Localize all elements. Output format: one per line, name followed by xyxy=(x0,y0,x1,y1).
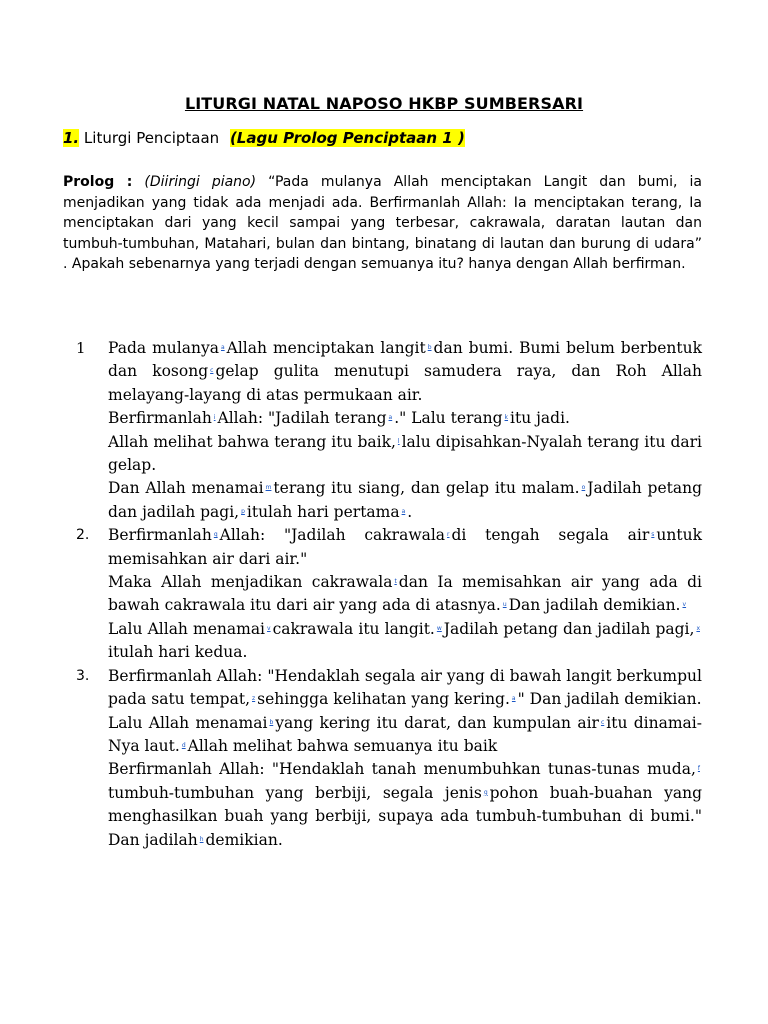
verse-text: Jadilah petang dan jadilah pagi, xyxy=(443,619,695,638)
verse-text: ." Lalu terang xyxy=(394,409,503,428)
verse-text: dan bumi. Bumi belum berbentuk dan kosong xyxy=(108,339,702,381)
footnote-link[interactable]: d xyxy=(181,741,186,749)
verse-text: Pada mulanya xyxy=(108,339,219,357)
verse-text: Allah menciptakan langit xyxy=(226,339,426,357)
verse-text: Maka Allah menjadikan cakrawala xyxy=(108,573,393,592)
verse-text: yang kering itu darat, dan kumpulan air xyxy=(275,713,599,732)
footnote-link[interactable]: c xyxy=(600,718,605,726)
footnote-link[interactable]: t xyxy=(394,578,397,586)
verse-text: " Dan jadilah demikian. xyxy=(517,690,702,709)
verse-text: dan Ia memisahkan air yang ada di bawah cakrawala itu dari air yang ada di atasnya. xyxy=(108,573,702,615)
footnote-link[interactable]: k xyxy=(504,414,509,422)
verse-text: itu dinamai-Nya laut. xyxy=(108,713,702,755)
verse-text: Berfirmanlah Allah: "Hendaklah tanah menumbuhkan tunas-tunas muda, xyxy=(108,760,696,779)
verse-text: terang itu siang, dan gelap itu malam. xyxy=(273,479,580,498)
footnote-link[interactable]: x xyxy=(696,624,700,632)
verse-text: itulah hari pertama xyxy=(246,502,400,521)
footnote-link[interactable]: u xyxy=(502,601,507,609)
footnote-link[interactable]: a xyxy=(220,344,225,351)
verse-text: Allah melihat bahwa terang itu baik, xyxy=(108,432,396,451)
verse-text: Allah melihat bahwa semuanya itu baik xyxy=(187,736,498,755)
verse-paragraph xyxy=(108,571,702,618)
verse-text: pohon buah-buahan yang menghasilkan buah yang berbiji, supaya ada tumbuh-tumbuhan di bumi." Dan jadilah xyxy=(108,783,702,849)
footnote-link[interactable]: a xyxy=(388,414,393,422)
prolog-note: (Diiringi piano) xyxy=(144,174,257,190)
verse-paragraph xyxy=(108,618,702,665)
footnote-link[interactable]: i xyxy=(213,414,216,422)
section-number: 1. xyxy=(63,129,80,147)
footnote-link[interactable]: a xyxy=(401,507,406,515)
verse-body xyxy=(108,665,702,852)
verse-body xyxy=(108,337,702,524)
verse-number: 2. xyxy=(76,527,90,544)
verse-number: 3. xyxy=(76,667,90,684)
verse-paragraph xyxy=(108,665,702,712)
verse-text: Berfirmanlah xyxy=(108,526,212,545)
footnote-link[interactable]: v xyxy=(267,624,271,632)
verse-text: lalu dipisahkan-Nyalah terang itu dari gelap. xyxy=(108,432,702,475)
footnote-link[interactable]: f xyxy=(697,765,700,773)
verse-text: untuk memisahkan air dari air." xyxy=(108,526,702,568)
verse-text: Dan jadilah demikian. xyxy=(508,596,681,615)
verse-text: Allah: "Jadilah terang xyxy=(217,409,387,428)
verse-number: 1 xyxy=(76,339,86,357)
verse-text: itulah hari kedua. xyxy=(108,643,248,662)
footnote-link[interactable]: a xyxy=(511,695,516,703)
verse-text: Berfirmanlah xyxy=(108,409,212,428)
prolog-label: Prolog : xyxy=(63,174,133,190)
verse-text: tumbuh-tumbuhan yang berbiji, segala jenis xyxy=(108,783,482,802)
verse-text: itu jadi. xyxy=(510,409,570,428)
footnote-link[interactable]: c xyxy=(210,367,214,375)
verse-text: cakrawala itu langit. xyxy=(272,619,435,638)
footnote-link[interactable]: p xyxy=(241,507,245,515)
footnote-link[interactable]: b xyxy=(427,344,432,351)
footnote-link[interactable]: h xyxy=(199,835,204,843)
footnote-link[interactable]: s xyxy=(651,531,655,539)
verse-item xyxy=(76,665,702,852)
verse-body xyxy=(108,524,702,664)
verse-paragraph xyxy=(108,337,702,407)
verse-paragraph xyxy=(108,758,702,852)
footnote-link[interactable]: b xyxy=(269,718,274,726)
verse-text: Allah: "Jadilah cakrawala xyxy=(219,526,446,545)
verse-text: Lalu Allah menamai xyxy=(108,619,266,638)
verse-text: Berfirmanlah Allah: "Hendaklah segala air yang di bawah langit berkumpul pada satu tempat, xyxy=(108,666,702,709)
verse-text: Lalu Allah menamai xyxy=(108,713,268,732)
verse-paragraph xyxy=(108,477,702,524)
footnote-link[interactable]: r xyxy=(447,531,450,539)
prolog-text: “Pada mulanya Allah menciptakan Langit dan bumi, ia menjadikan yang tidak ada menjadi ada. Berfirmanlah Allah: Ia menciptakan terang, Ia menciptakan dari yang kecil sampai yang terbesar, cakrawala, daratan lautan dan tumbuh-tumbuhan, Matahari, bulan dan bintang, binatang di lautan dan burung di udara” . Apakah sebenarnya yang terjadi dengan semuanya itu? hanya dengan Allah berfirman. xyxy=(63,174,702,272)
verse-text: di tengah segala air xyxy=(451,526,650,545)
verse-paragraph xyxy=(108,407,702,430)
footnote-link[interactable]: q xyxy=(213,531,218,539)
footnote-link[interactable]: g xyxy=(483,788,488,796)
verse-text: Dan Allah menamai xyxy=(108,479,264,498)
verse-paragraph xyxy=(108,431,702,478)
verse-text: Jadilah petang dan jadilah pagi, xyxy=(108,479,703,521)
verse-list xyxy=(76,337,702,852)
prolog-paragraph xyxy=(63,172,702,275)
footnote-link[interactable]: w xyxy=(436,624,442,632)
verse-paragraph xyxy=(108,712,702,759)
verse-text: demikian. xyxy=(205,830,283,849)
section-song-note: (Lagu Prolog Penciptaan 1 ) xyxy=(229,129,465,147)
footnote-link[interactable]: v xyxy=(682,601,687,609)
verse-text: gelap gulita menutupi samudera raya, dan Roh Allah melayang-layang di atas permukaan air. xyxy=(108,362,702,404)
footnote-link[interactable]: m xyxy=(265,484,272,492)
section-heading xyxy=(63,129,465,147)
section-name: Liturgi Penciptaan xyxy=(83,129,220,147)
verse-item xyxy=(76,524,702,664)
verse-text: sehingga kelihatan yang kering. xyxy=(257,690,510,709)
footnote-link[interactable]: z xyxy=(252,695,256,703)
verse-text: . xyxy=(407,502,413,521)
verse-paragraph xyxy=(108,524,702,571)
document-title: LITURGI NATAL NAPOSO HKBP SUMBERSARI xyxy=(184,94,584,113)
footnote-link[interactable]: l xyxy=(397,437,400,445)
footnote-link[interactable]: o xyxy=(581,484,586,492)
verse-item xyxy=(76,337,702,524)
